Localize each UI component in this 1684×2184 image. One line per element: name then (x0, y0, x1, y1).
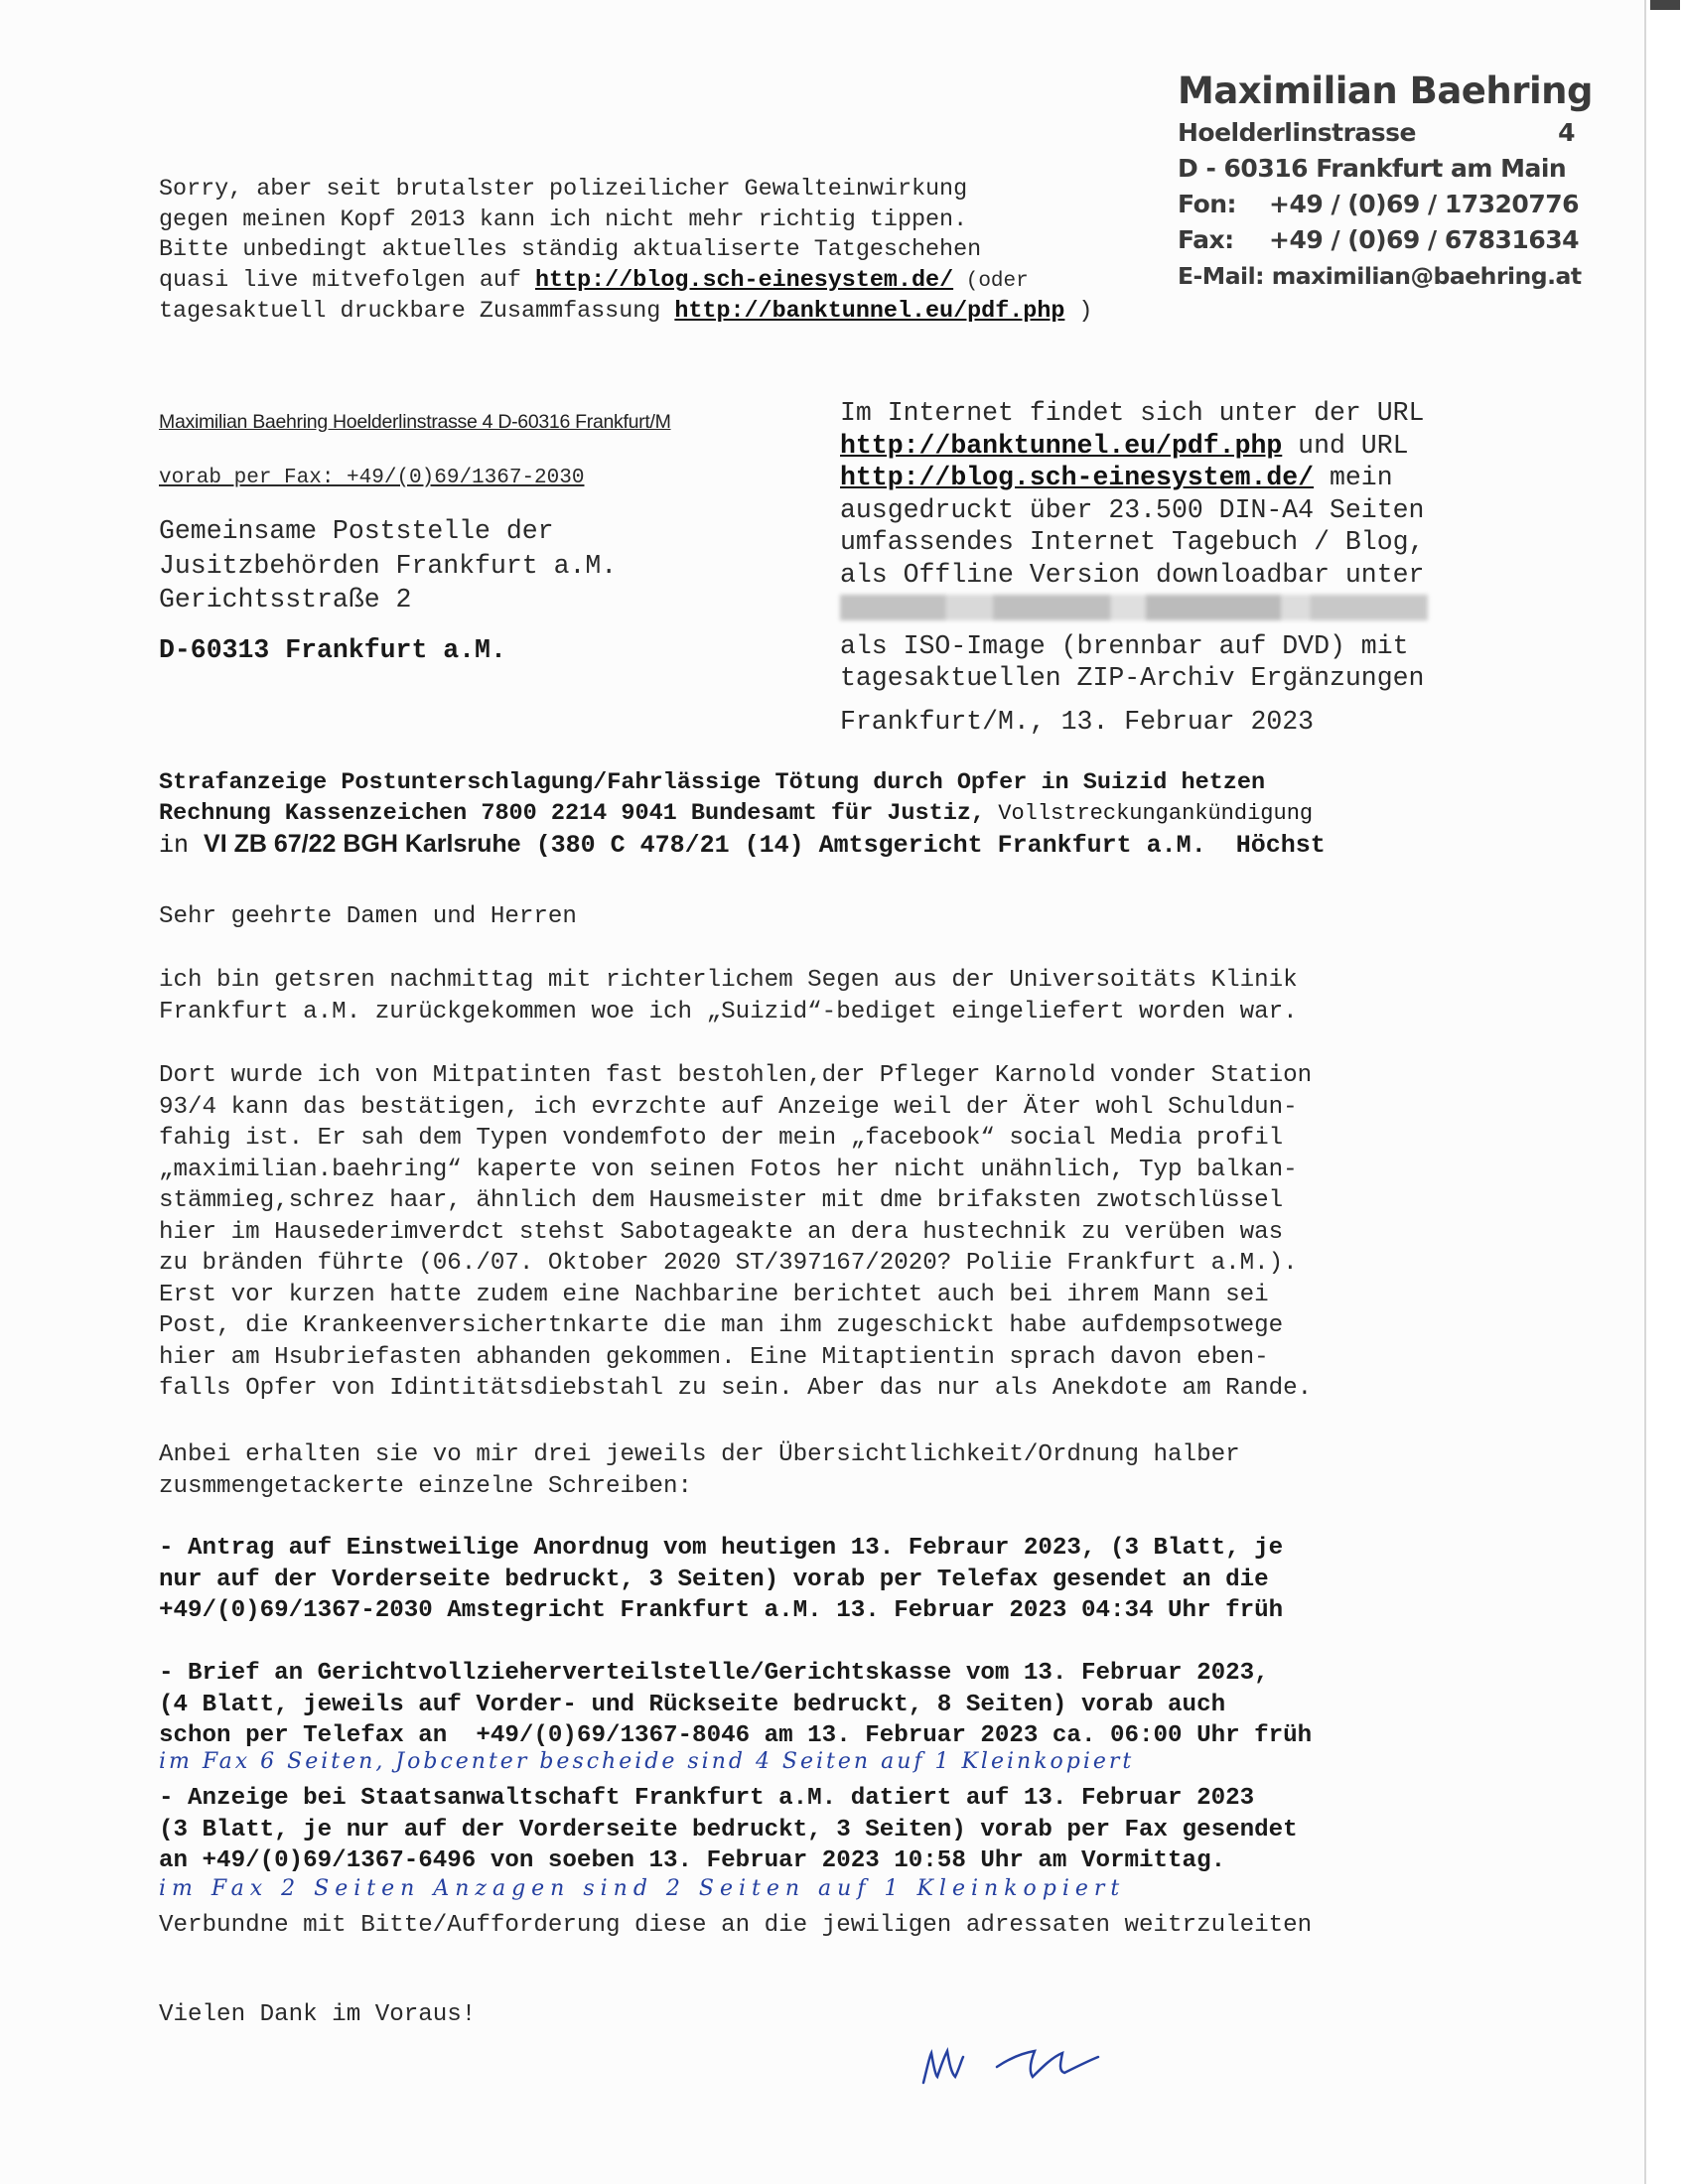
letterhead (1178, 68, 1605, 294)
paragraph-1-line: ich bin getsren nachmittag mit richterlichem Segen aus der Universoitäts Klinik (159, 967, 1298, 994)
enclosure-1-line: - Antrag auf Einstweilige Anordnug vom heutigen 13. Febraur 2023, (3 Blatt, je (159, 1535, 1284, 1562)
paragraph-2-line: Erst vor kurzen hatte zudem eine Nachbarine berichtet auch bei ihrem Mann sei (159, 1281, 1269, 1308)
paragraph-1-line: Frankfurt a.M. zurückgekommen woe ich „Suizid“-bediget eingeliefert worden war. (159, 998, 1298, 1025)
paragraph-3-line: zusmmengetackerte einzelne Schreiben: (159, 1472, 693, 1500)
info-line-2 (840, 430, 1515, 463)
paragraph-2-line: stämmieg,schrez haar, ähnlich dem Hausmeister mit dme brifaksten zwotschlüssel (159, 1187, 1284, 1214)
apology-note (159, 175, 1162, 328)
recipient-address (159, 514, 617, 617)
sender-return-line: Maximilian Baehring Hoelderlinstrasse 4 D-60316 Frankfurt/M (159, 411, 671, 433)
enclosure-2-line: - Brief an Gerichtvollzieherverteilstelle/Gerichtskasse vom 13. Februar 2023, (159, 1660, 1269, 1687)
info-line-6: als Offline Version downloadbar unter (840, 559, 1425, 590)
info-line-3-post: mein (1314, 463, 1393, 492)
apology-line-4-pre: quasi live mitvefolgen auf (159, 267, 535, 294)
enclosure-2-line: schon per Telefax an +49/(0)69/1367-8046 am 13. Februar 2023 ca. 06:00 Uhr früh (159, 1722, 1313, 1749)
enclosure-3-line: - Anzeige bei Staatsanwaltschaft Frankfurt a.M. datiert auf 13. Februar 2023 (159, 1785, 1255, 1812)
paragraph-2-line: hier am Hsubriefasten abhanden gekommen. Eine Mitaptientin sprach davon eben- (159, 1343, 1269, 1371)
info-block (840, 397, 1515, 695)
info-blog-link[interactable]: http://blog.sch-einesystem.de/ (840, 463, 1315, 492)
paragraph-2-line: fahig ist. Er sah dem Typen vondemfoto der mein „facebook“ social Media profil (159, 1125, 1284, 1152)
info-line-5: umfassendes Internet Tagebuch / Blog, (840, 527, 1425, 557)
enclosure-1-line: nur auf der Vorderseite bedruckt, 3 Seiten) vorab per Telefax gesendet an die (159, 1566, 1269, 1593)
letterhead-phone-row (1178, 187, 1605, 222)
phone-number: +49 / (0)69 / 17320776 (1269, 190, 1580, 218)
letterhead-street-row (1178, 115, 1605, 151)
apology-line-3: Bitte unbedingt aktuelles ständig aktualiserte Tatgeschehen (159, 237, 982, 263)
closing-line: Verbundne mit Bitte/Aufforderung diese an die jewiligen adressaten weitrzuleiten (159, 1912, 1313, 1939)
phone-label: Fon: (1178, 190, 1237, 218)
thanks-line: Vielen Dank im Voraus! (159, 2001, 477, 2028)
info-line-2-post: und URL (1282, 430, 1409, 461)
paragraph-2-line: 93/4 kann das bestätigen, ich evrzchte auf Anzeige weil der Äter wohl Schuldun- (159, 1093, 1298, 1121)
paragraph-2-line: Dort wurde ich von Mitpatinten fast bestohlen,der Pfleger Karnold vonder Station (159, 1062, 1313, 1089)
enclosure-item-1 (159, 1533, 1549, 1627)
info-line-9: tagesaktuellen ZIP-Archiv Ergänzungen (840, 663, 1425, 693)
fax-number: +49 / (0)69 / 67831634 (1269, 225, 1580, 254)
handwritten-signature (913, 2017, 1192, 2097)
letterhead-city: D - 60316 Frankfurt am Main (1178, 154, 1567, 183)
info-line-1: Im Internet findet sich unter der URL (840, 398, 1425, 428)
info-line-3 (840, 462, 1515, 494)
recipient-line-3: Gerichtsstraße 2 (159, 585, 412, 614)
redacted-url-blur (840, 595, 1428, 620)
apology-line-4-post: (oder (953, 269, 1029, 293)
salutation: Sehr geehrte Damen und Herren (159, 903, 577, 930)
recipient-line-2: Jusitzbehörden Frankfurt a.M. (159, 550, 618, 581)
paragraph-2-line: falls Opfer von Idintitätsdiebstahl zu sein. Aber das nur als Anekdote am Rande. (159, 1375, 1313, 1402)
info-line-4: ausgedruckt über 23.500 DIN-A4 Seiten (840, 494, 1425, 525)
info-pdf-link[interactable]: http://banktunnel.eu/pdf.php (840, 430, 1283, 461)
subject-line-2-bold: Rechnung Kassenzeichen 7800 2214 9041 Bundesamt für Justiz, (159, 799, 986, 827)
handwritten-note-2: im Fax 2 Seiten Anzagen sind 2 Seiten auf 1 Kleinkopiert (159, 1876, 1126, 1901)
apology-line-2: gegen meinen Kopf 2013 kann ich nicht mehr richtig tippen. (159, 206, 968, 233)
apology-line-5-post: ) (1064, 299, 1093, 325)
subject-line-1: Strafanzeige Postunterschlagung/Fahrlässige Tötung durch Opfer in Suizid hetzen (159, 769, 1266, 796)
recipient-city: D-60313 Frankfurt a.M. (159, 635, 506, 665)
scan-edge (1644, 0, 1684, 2184)
fax-label: Fax: (1178, 225, 1234, 254)
letter-date: Frankfurt/M., 13. Februar 2023 (840, 707, 1315, 737)
letterhead-email: E-Mail: maximilian@baehring.at (1178, 262, 1582, 290)
enclosure-2-line: (4 Blatt, jeweils auf Vorder- und Rückseite bedruckt, 8 Seiten) vorab auch (159, 1691, 1226, 1718)
apology-line-5-pre: tagesaktuell druckbare Zusammfassung (159, 299, 675, 325)
letterhead-street: Hoelderlinstrasse (1178, 118, 1416, 147)
apology-line-1: Sorry, aber seit brutalster polizeilicher Gewalteinwirkung (159, 177, 968, 203)
handwritten-note-1: im Fax 6 Seiten, Jobcenter bescheide sind 4 Seiten auf 1 Kleinkopiert (159, 1749, 1135, 1774)
paragraph-1 (159, 965, 1549, 1027)
enclosure-item-3 (159, 1783, 1549, 1877)
enclosure-item-2 (159, 1658, 1549, 1752)
pdf-link[interactable]: http://banktunnel.eu/pdf.php (674, 299, 1065, 325)
subject-line-3-pre: in (159, 831, 205, 860)
info-line-8: als ISO-Image (brennbar auf DVD) mit (840, 630, 1409, 661)
paragraph-2-line: hier im Hausederimverdct stehst Sabotageakte an dera hustechnik zu verüben was (159, 1218, 1284, 1246)
scan-edge-mark (1650, 0, 1680, 10)
subject-line-2-normal: Vollstreckungankündigung (985, 800, 1314, 826)
enclosure-3-line: (3 Blatt, je nur auf der Vorderseite bedruckt, 3 Seiten) vorab per Fax gesendet (159, 1816, 1298, 1843)
paragraph-2 (159, 1060, 1549, 1405)
vorab-fax-note: vorab per Fax: +49/(0)69/1367-2030 (159, 467, 585, 489)
subject-case-number: VI ZB 67/22 BGH Karlsruhe (204, 830, 521, 858)
paragraph-3 (159, 1439, 1549, 1502)
enclosure-3-line: an +49/(0)69/1367-6496 von soeben 13. Februar 2023 10:58 Uhr am Vormittag. (159, 1847, 1226, 1874)
blog-link[interactable]: http://blog.sch-einesystem.de/ (535, 267, 954, 294)
paragraph-2-line: zu bränden führte (06./07. Oktober 2020 ST/397167/2020? Poliie Frankfurt a.M.). (159, 1250, 1298, 1277)
letterhead-fax-row (1178, 222, 1605, 258)
subject-block (159, 768, 1509, 863)
enclosure-1-line: +49/(0)69/1367-2030 Amstegricht Frankfurt a.M. 13. Februar 2023 04:34 Uhr früh (159, 1597, 1284, 1624)
recipient-line-1: Gemeinsame Poststelle der (159, 516, 554, 546)
letterhead-name: Maximilian Baehring (1178, 69, 1593, 112)
letterhead-house-number: 4 (1558, 118, 1575, 147)
info-redacted-line (840, 591, 1515, 630)
paragraph-2-line: Post, die Krankeenversichertnkarte die man ihm zugeschickt habe aufdempsotwege (159, 1312, 1284, 1339)
subject-line-3-post: (380 C 478/21 (14) Amtsgericht Frankfurt a.M. Höchst (520, 831, 1326, 860)
paragraph-2-line: „maximilian.baehring“ kaperte von seinen Fotos her nicht unähnlich, Typ balkan- (159, 1156, 1298, 1183)
paragraph-3-line: Anbei erhalten sie vo mir drei jeweils der Übersichtlichkeit/Ordnung halber (159, 1441, 1240, 1468)
